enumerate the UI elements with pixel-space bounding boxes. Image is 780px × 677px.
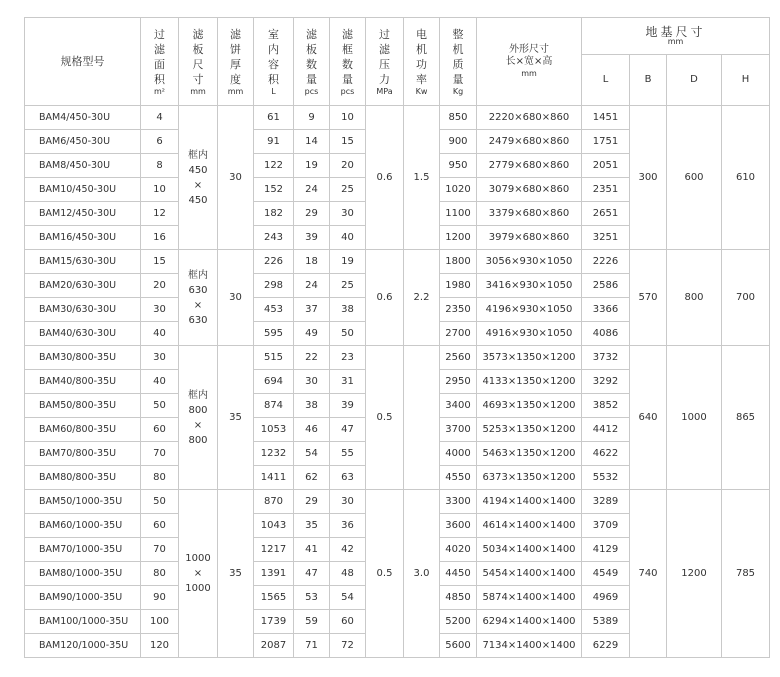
base-B-cell: 740 xyxy=(630,490,667,658)
area-cell: 50 xyxy=(141,394,179,418)
base-H-cell: 700 xyxy=(722,250,770,346)
header-base-L: L xyxy=(582,55,630,106)
model-cell: BAM16/450-30U xyxy=(25,226,141,250)
table-row xyxy=(25,106,770,130)
plate-size-line: × xyxy=(193,419,203,431)
area-cell: 20 xyxy=(141,274,179,298)
base-D-cell: 1200 xyxy=(667,490,722,658)
model-cell: BAM10/450-30U xyxy=(25,178,141,202)
frame-count-cell: 47 xyxy=(330,418,366,442)
plate-count-cell: 49 xyxy=(294,322,330,346)
dimensions-cell: 4133×1350×1200 xyxy=(477,370,582,394)
volume-cell: 1739 xyxy=(254,610,294,634)
frame-count-cell: 30 xyxy=(330,202,366,226)
header-chamber-volume: 室内容积 L xyxy=(254,18,294,106)
volume-cell: 226 xyxy=(254,250,294,274)
frame-count-cell: 50 xyxy=(330,322,366,346)
frame-count-cell: 63 xyxy=(330,466,366,490)
base-H-cell: 785 xyxy=(722,490,770,658)
model-cell: BAM50/1000-35U xyxy=(25,490,141,514)
weight-cell: 2350 xyxy=(440,298,477,322)
dimensions-cell: 4916×930×1050 xyxy=(477,322,582,346)
volume-cell: 2087 xyxy=(254,634,294,658)
plate-count-cell: 41 xyxy=(294,538,330,562)
model-cell: BAM70/1000-35U xyxy=(25,538,141,562)
volume-cell: 91 xyxy=(254,130,294,154)
plate-count-cell: 30 xyxy=(294,370,330,394)
area-cell: 80 xyxy=(141,562,179,586)
area-cell: 12 xyxy=(141,202,179,226)
model-cell: BAM60/800-35U xyxy=(25,418,141,442)
dimensions-cell: 2479×680×860 xyxy=(477,130,582,154)
volume-cell: 1565 xyxy=(254,586,294,610)
volume-cell: 870 xyxy=(254,490,294,514)
header-cake-thickness: 滤饼厚度 mm xyxy=(218,18,254,106)
area-cell: 60 xyxy=(141,514,179,538)
header-overall-dimensions: 外形尺寸 长×宽×高 mm xyxy=(477,18,582,106)
plate-count-cell: 24 xyxy=(294,178,330,202)
volume-cell: 595 xyxy=(254,322,294,346)
plate-size-line: 1000 xyxy=(185,583,211,594)
model-cell: BAM100/1000-35U xyxy=(25,610,141,634)
header-model: 规格型号 xyxy=(25,18,141,106)
area-cell: 30 xyxy=(141,298,179,322)
power-cell: 2.2 xyxy=(404,250,440,346)
base-L-cell: 3732 xyxy=(582,346,630,370)
plate-count-cell: 35 xyxy=(294,514,330,538)
volume-cell: 1411 xyxy=(254,466,294,490)
plate-count-cell: 9 xyxy=(294,106,330,130)
plate-size-line: 630 xyxy=(188,284,208,296)
dimensions-cell: 3056×930×1050 xyxy=(477,250,582,274)
frame-count-cell: 25 xyxy=(330,274,366,298)
frame-count-cell: 23 xyxy=(330,346,366,370)
dimensions-cell: 7134×1400×1400 xyxy=(477,634,582,658)
frame-count-cell: 60 xyxy=(330,610,366,634)
filter-press-spec-table xyxy=(24,17,770,658)
volume-cell: 122 xyxy=(254,154,294,178)
base-L-cell: 4412 xyxy=(582,418,630,442)
base-L-cell: 2051 xyxy=(582,154,630,178)
area-cell: 40 xyxy=(141,322,179,346)
plate-size-line: 框内 xyxy=(188,149,208,161)
plate-count-cell: 22 xyxy=(294,346,330,370)
area-cell: 15 xyxy=(141,250,179,274)
plate-size-line: 630 xyxy=(188,314,208,326)
area-cell: 8 xyxy=(141,154,179,178)
plate-count-cell: 71 xyxy=(294,634,330,658)
volume-cell: 1232 xyxy=(254,442,294,466)
volume-cell: 874 xyxy=(254,394,294,418)
dimensions-cell: 3416×930×1050 xyxy=(477,274,582,298)
dimensions-cell: 5874×1400×1400 xyxy=(477,586,582,610)
power-cell: 1.5 xyxy=(404,106,440,250)
plate-size-cell xyxy=(179,106,218,250)
dimensions-cell: 3079×680×860 xyxy=(477,178,582,202)
dimensions-cell: 2220×680×860 xyxy=(477,106,582,130)
header-foundation-size: 地基尺寸 mm xyxy=(582,18,770,55)
model-cell: BAM4/450-30U xyxy=(25,106,141,130)
header-row xyxy=(25,18,770,55)
weight-cell: 1200 xyxy=(440,226,477,250)
power-cell: 3.0 xyxy=(404,490,440,658)
frame-count-cell: 19 xyxy=(330,250,366,274)
plate-count-cell: 29 xyxy=(294,490,330,514)
model-cell: BAM70/800-35U xyxy=(25,442,141,466)
plate-size-line: 450 xyxy=(188,194,208,206)
frame-count-cell: 54 xyxy=(330,586,366,610)
base-D-cell: 800 xyxy=(667,250,722,346)
model-cell: BAM80/1000-35U xyxy=(25,562,141,586)
volume-cell: 1391 xyxy=(254,562,294,586)
header-plate-size: 滤板尺寸 mm xyxy=(179,18,218,106)
area-cell: 70 xyxy=(141,538,179,562)
base-L-cell: 5389 xyxy=(582,610,630,634)
volume-cell: 61 xyxy=(254,106,294,130)
base-D-cell: 600 xyxy=(667,106,722,250)
base-L-cell: 4622 xyxy=(582,442,630,466)
model-cell: BAM8/450-30U xyxy=(25,154,141,178)
weight-cell: 1020 xyxy=(440,178,477,202)
weight-cell: 1800 xyxy=(440,250,477,274)
dimensions-cell: 2779×680×860 xyxy=(477,154,582,178)
model-cell: BAM20/630-30U xyxy=(25,274,141,298)
base-L-cell: 3709 xyxy=(582,514,630,538)
weight-cell: 5600 xyxy=(440,634,477,658)
volume-cell: 298 xyxy=(254,274,294,298)
weight-cell: 2950 xyxy=(440,370,477,394)
frame-count-cell: 39 xyxy=(330,394,366,418)
table-body xyxy=(25,18,770,658)
base-H-cell: 610 xyxy=(722,106,770,250)
dimensions-cell: 5463×1350×1200 xyxy=(477,442,582,466)
weight-cell: 4850 xyxy=(440,586,477,610)
header-base-B: B xyxy=(630,55,667,106)
plate-count-cell: 38 xyxy=(294,394,330,418)
plate-count-cell: 53 xyxy=(294,586,330,610)
header-base-D: D xyxy=(667,55,722,106)
header-machine-weight: 整机质量 Kg xyxy=(440,18,477,106)
volume-cell: 694 xyxy=(254,370,294,394)
dimensions-cell: 3573×1350×1200 xyxy=(477,346,582,370)
cake-thickness-cell: 35 xyxy=(218,490,254,658)
header-area: 过滤面积 m² xyxy=(141,18,179,106)
base-L-cell: 5532 xyxy=(582,466,630,490)
model-cell: BAM30/800-35U xyxy=(25,346,141,370)
model-cell: BAM90/1000-35U xyxy=(25,586,141,610)
model-cell: BAM6/450-30U xyxy=(25,130,141,154)
base-L-cell: 6229 xyxy=(582,634,630,658)
frame-count-cell: 42 xyxy=(330,538,366,562)
table-row xyxy=(25,250,770,274)
volume-cell: 1043 xyxy=(254,514,294,538)
frame-count-cell: 30 xyxy=(330,490,366,514)
plate-count-cell: 37 xyxy=(294,298,330,322)
header-motor-power: 电机功率 Kw xyxy=(404,18,440,106)
area-cell: 16 xyxy=(141,226,179,250)
volume-cell: 243 xyxy=(254,226,294,250)
pressure-cell: 0.6 xyxy=(366,106,404,250)
plate-size-line: 800 xyxy=(188,404,208,416)
dimensions-cell: 3979×680×860 xyxy=(477,226,582,250)
frame-count-cell: 15 xyxy=(330,130,366,154)
plate-size-line: × xyxy=(193,568,203,579)
model-cell: BAM12/450-30U xyxy=(25,202,141,226)
frame-count-cell: 40 xyxy=(330,226,366,250)
model-cell: BAM80/800-35U xyxy=(25,466,141,490)
area-cell: 60 xyxy=(141,418,179,442)
volume-cell: 182 xyxy=(254,202,294,226)
volume-cell: 1053 xyxy=(254,418,294,442)
base-L-cell: 2351 xyxy=(582,178,630,202)
base-L-cell: 4086 xyxy=(582,322,630,346)
header-base-H: H xyxy=(722,55,770,106)
dimensions-cell: 4614×1400×1400 xyxy=(477,514,582,538)
model-cell: BAM15/630-30U xyxy=(25,250,141,274)
plate-size-line: × xyxy=(193,179,203,191)
frame-count-cell: 38 xyxy=(330,298,366,322)
base-L-cell: 4969 xyxy=(582,586,630,610)
plate-size-line: 框内 xyxy=(188,389,208,401)
plate-count-cell: 29 xyxy=(294,202,330,226)
area-cell: 70 xyxy=(141,442,179,466)
table-row xyxy=(25,490,770,514)
header-frame-count: 滤框数量 pcs xyxy=(330,18,366,106)
area-cell: 4 xyxy=(141,106,179,130)
base-B-cell: 570 xyxy=(630,250,667,346)
frame-count-cell: 20 xyxy=(330,154,366,178)
plate-count-cell: 39 xyxy=(294,226,330,250)
weight-cell: 4450 xyxy=(440,562,477,586)
header-filter-pressure: 过滤压力 MPa xyxy=(366,18,404,106)
base-L-cell: 4549 xyxy=(582,562,630,586)
plate-count-cell: 62 xyxy=(294,466,330,490)
frame-count-cell: 36 xyxy=(330,514,366,538)
dimensions-cell: 5454×1400×1400 xyxy=(477,562,582,586)
model-cell: BAM40/800-35U xyxy=(25,370,141,394)
area-cell: 100 xyxy=(141,610,179,634)
dimensions-cell: 4194×1400×1400 xyxy=(477,490,582,514)
area-cell: 50 xyxy=(141,490,179,514)
base-L-cell: 3366 xyxy=(582,298,630,322)
plate-size-line: 框内 xyxy=(188,269,208,281)
area-cell: 40 xyxy=(141,370,179,394)
dimensions-cell: 4196×930×1050 xyxy=(477,298,582,322)
plate-size-line: 1000 xyxy=(185,553,211,564)
cake-thickness-cell: 35 xyxy=(218,346,254,490)
weight-cell: 4020 xyxy=(440,538,477,562)
volume-cell: 453 xyxy=(254,298,294,322)
plate-count-cell: 24 xyxy=(294,274,330,298)
volume-cell: 515 xyxy=(254,346,294,370)
power-cell xyxy=(404,346,440,490)
base-L-cell: 3289 xyxy=(582,490,630,514)
plate-size-line: × xyxy=(193,299,203,311)
weight-cell: 3300 xyxy=(440,490,477,514)
base-L-cell: 2586 xyxy=(582,274,630,298)
frame-count-cell: 10 xyxy=(330,106,366,130)
plate-size-line: 450 xyxy=(188,164,208,176)
frame-count-cell: 48 xyxy=(330,562,366,586)
weight-cell: 4550 xyxy=(440,466,477,490)
cake-thickness-cell: 30 xyxy=(218,106,254,250)
area-cell: 80 xyxy=(141,466,179,490)
base-L-cell: 1451 xyxy=(582,106,630,130)
plate-size-cell xyxy=(179,250,218,346)
dimensions-cell: 6294×1400×1400 xyxy=(477,610,582,634)
model-cell: BAM30/630-30U xyxy=(25,298,141,322)
base-L-cell: 3292 xyxy=(582,370,630,394)
plate-count-cell: 46 xyxy=(294,418,330,442)
model-cell: BAM50/800-35U xyxy=(25,394,141,418)
frame-count-cell: 72 xyxy=(330,634,366,658)
weight-cell: 2560 xyxy=(440,346,477,370)
base-H-cell: 865 xyxy=(722,346,770,490)
weight-cell: 1980 xyxy=(440,274,477,298)
model-cell: BAM120/1000-35U xyxy=(25,634,141,658)
base-L-cell: 2651 xyxy=(582,202,630,226)
base-L-cell: 3251 xyxy=(582,226,630,250)
volume-cell: 152 xyxy=(254,178,294,202)
plate-count-cell: 47 xyxy=(294,562,330,586)
table-row xyxy=(25,346,770,370)
area-cell: 120 xyxy=(141,634,179,658)
weight-cell: 850 xyxy=(440,106,477,130)
plate-count-cell: 54 xyxy=(294,442,330,466)
base-L-cell: 4129 xyxy=(582,538,630,562)
pressure-cell: 0.5 xyxy=(366,490,404,658)
plate-count-cell: 59 xyxy=(294,610,330,634)
weight-cell: 3600 xyxy=(440,514,477,538)
plate-size-cell xyxy=(179,490,218,658)
weight-cell: 4000 xyxy=(440,442,477,466)
model-cell: BAM60/1000-35U xyxy=(25,514,141,538)
weight-cell: 950 xyxy=(440,154,477,178)
area-cell: 10 xyxy=(141,178,179,202)
area-cell: 6 xyxy=(141,130,179,154)
pressure-cell: 0.6 xyxy=(366,250,404,346)
plate-size-line: 800 xyxy=(188,434,208,446)
plate-count-cell: 19 xyxy=(294,154,330,178)
frame-count-cell: 25 xyxy=(330,178,366,202)
weight-cell: 1100 xyxy=(440,202,477,226)
base-L-cell: 1751 xyxy=(582,130,630,154)
area-cell: 90 xyxy=(141,586,179,610)
dimensions-cell: 3379×680×860 xyxy=(477,202,582,226)
pressure-cell: 0.5 xyxy=(366,346,404,490)
base-L-cell: 3852 xyxy=(582,394,630,418)
area-cell: 30 xyxy=(141,346,179,370)
weight-cell: 3700 xyxy=(440,418,477,442)
weight-cell: 900 xyxy=(440,130,477,154)
base-B-cell: 300 xyxy=(630,106,667,250)
frame-count-cell: 55 xyxy=(330,442,366,466)
plate-size-cell xyxy=(179,346,218,490)
header-plate-count: 滤板数量 pcs xyxy=(294,18,330,106)
weight-cell: 3400 xyxy=(440,394,477,418)
dimensions-cell: 5253×1350×1200 xyxy=(477,418,582,442)
model-cell: BAM40/630-30U xyxy=(25,322,141,346)
base-L-cell: 2226 xyxy=(582,250,630,274)
cake-thickness-cell: 30 xyxy=(218,250,254,346)
base-D-cell: 1000 xyxy=(667,346,722,490)
frame-count-cell: 31 xyxy=(330,370,366,394)
dimensions-cell: 5034×1400×1400 xyxy=(477,538,582,562)
volume-cell: 1217 xyxy=(254,538,294,562)
plate-count-cell: 14 xyxy=(294,130,330,154)
weight-cell: 5200 xyxy=(440,610,477,634)
plate-count-cell: 18 xyxy=(294,250,330,274)
dimensions-cell: 6373×1350×1200 xyxy=(477,466,582,490)
base-B-cell: 640 xyxy=(630,346,667,490)
dimensions-cell: 4693×1350×1200 xyxy=(477,394,582,418)
weight-cell: 2700 xyxy=(440,322,477,346)
